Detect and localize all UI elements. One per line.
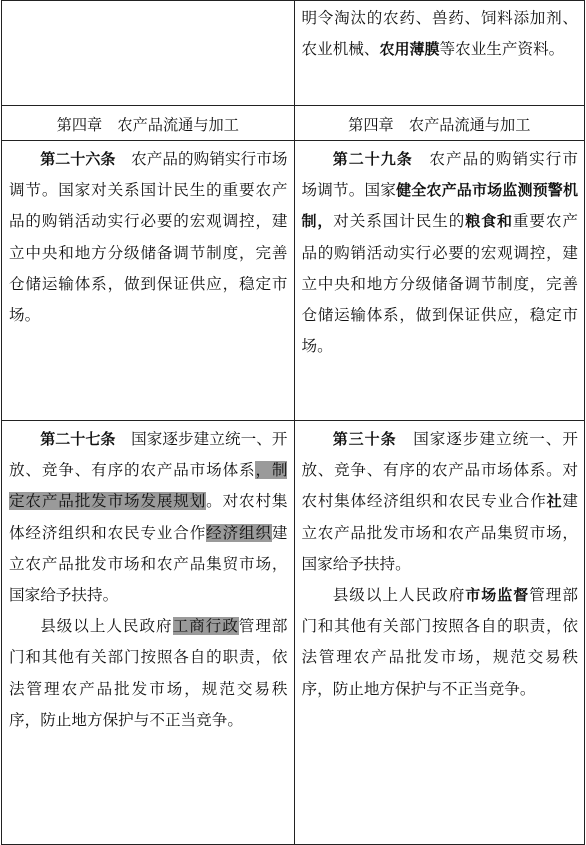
table-row [2, 1, 585, 106]
article-26-paragraph: 第二十六条 农产品的购销实行市场调节。国家对关系国计民生的重要农产品的购销活动实行必要的宏观调控，建立中央和地方分级储备调节制度，完善仓储运输体系，做到保证供应，稳定市场。 [9, 150, 288, 325]
added-text: 市场监督 [465, 586, 530, 605]
added-text: 农用薄膜 [379, 40, 440, 59]
deleted-text: 经济组织 [206, 523, 272, 542]
chapter-header-row [2, 106, 585, 141]
continuation-paragraph: 明令淘汰的农药、兽药、饲料添加剂、农业机械、农用薄膜等农业生产资料。 [301, 9, 578, 59]
table-row [2, 141, 585, 421]
article-30-cell [294, 421, 585, 845]
article-27-cell [2, 421, 295, 845]
deleted-text: ，制定农产品批发市场发展规划 [9, 461, 288, 511]
article-27-paragraph: 第二十七条 国家逐步建立统一、开放、竞争、有序的农产品市场体系，制定农产品批发市场发展规划。对农村集体经济组织和农民专业合作经济组织建立农产品批发市场和农产品集贸市场，国家给予扶持。 [9, 430, 288, 605]
added-text: 社 [546, 492, 563, 511]
deleted-text: 工商行政 [172, 617, 239, 636]
article-30-paragraph: 第三十条 国家逐步建立统一、开放、竞争、有序的农产品市场体系。对农村集体经济组织和农民专业合作社建立农产品批发市场和农产品集贸市场，国家给予扶持。 [301, 430, 578, 573]
article-29-cell [294, 141, 585, 421]
article-27-paragraph-2: 县级以上人民政府工商行政管理部门和其他有关部门按照各自的职责，依法管理农产品批发市场，规范交易秩序，防止地方保护与不正当竞争。 [9, 617, 288, 729]
article-number: 第三十条 [332, 430, 397, 448]
left-cell-empty [2, 1, 295, 106]
added-text: 粮食和 [465, 212, 513, 231]
article-30-paragraph-2: 县级以上人民政府市场监督管理部门和其他有关部门按照各自的职责，依法管理农产品批发市场，规范交易秩序，防止地方保护与不正当竞争。 [301, 586, 578, 698]
table-row [2, 421, 585, 845]
article-number: 第二十七条 [40, 430, 116, 448]
chapter-title-old: 第四章 农产品流通与加工 [2, 106, 295, 141]
article-29-paragraph: 第二十九条 农产品的购销实行市场调节。国家健全农产品市场监测预警机制，对关系国计民生的粮食和重要农产品的购销活动实行必要的宏观调控，建立中央和地方分级储备调节制度，完善仓储运输体系，做到保证供应，稳定市场。 [301, 150, 578, 356]
article-number: 第二十六条 [40, 150, 116, 168]
chapter-title-new: 第四章 农产品流通与加工 [294, 106, 585, 141]
right-cell-continuation [294, 1, 585, 106]
comparison-table [1, 0, 585, 845]
article-26-cell [2, 141, 295, 421]
article-number: 第二十九条 [332, 150, 413, 168]
added-text: 健全农产品市场监测预警机制， [301, 181, 578, 231]
